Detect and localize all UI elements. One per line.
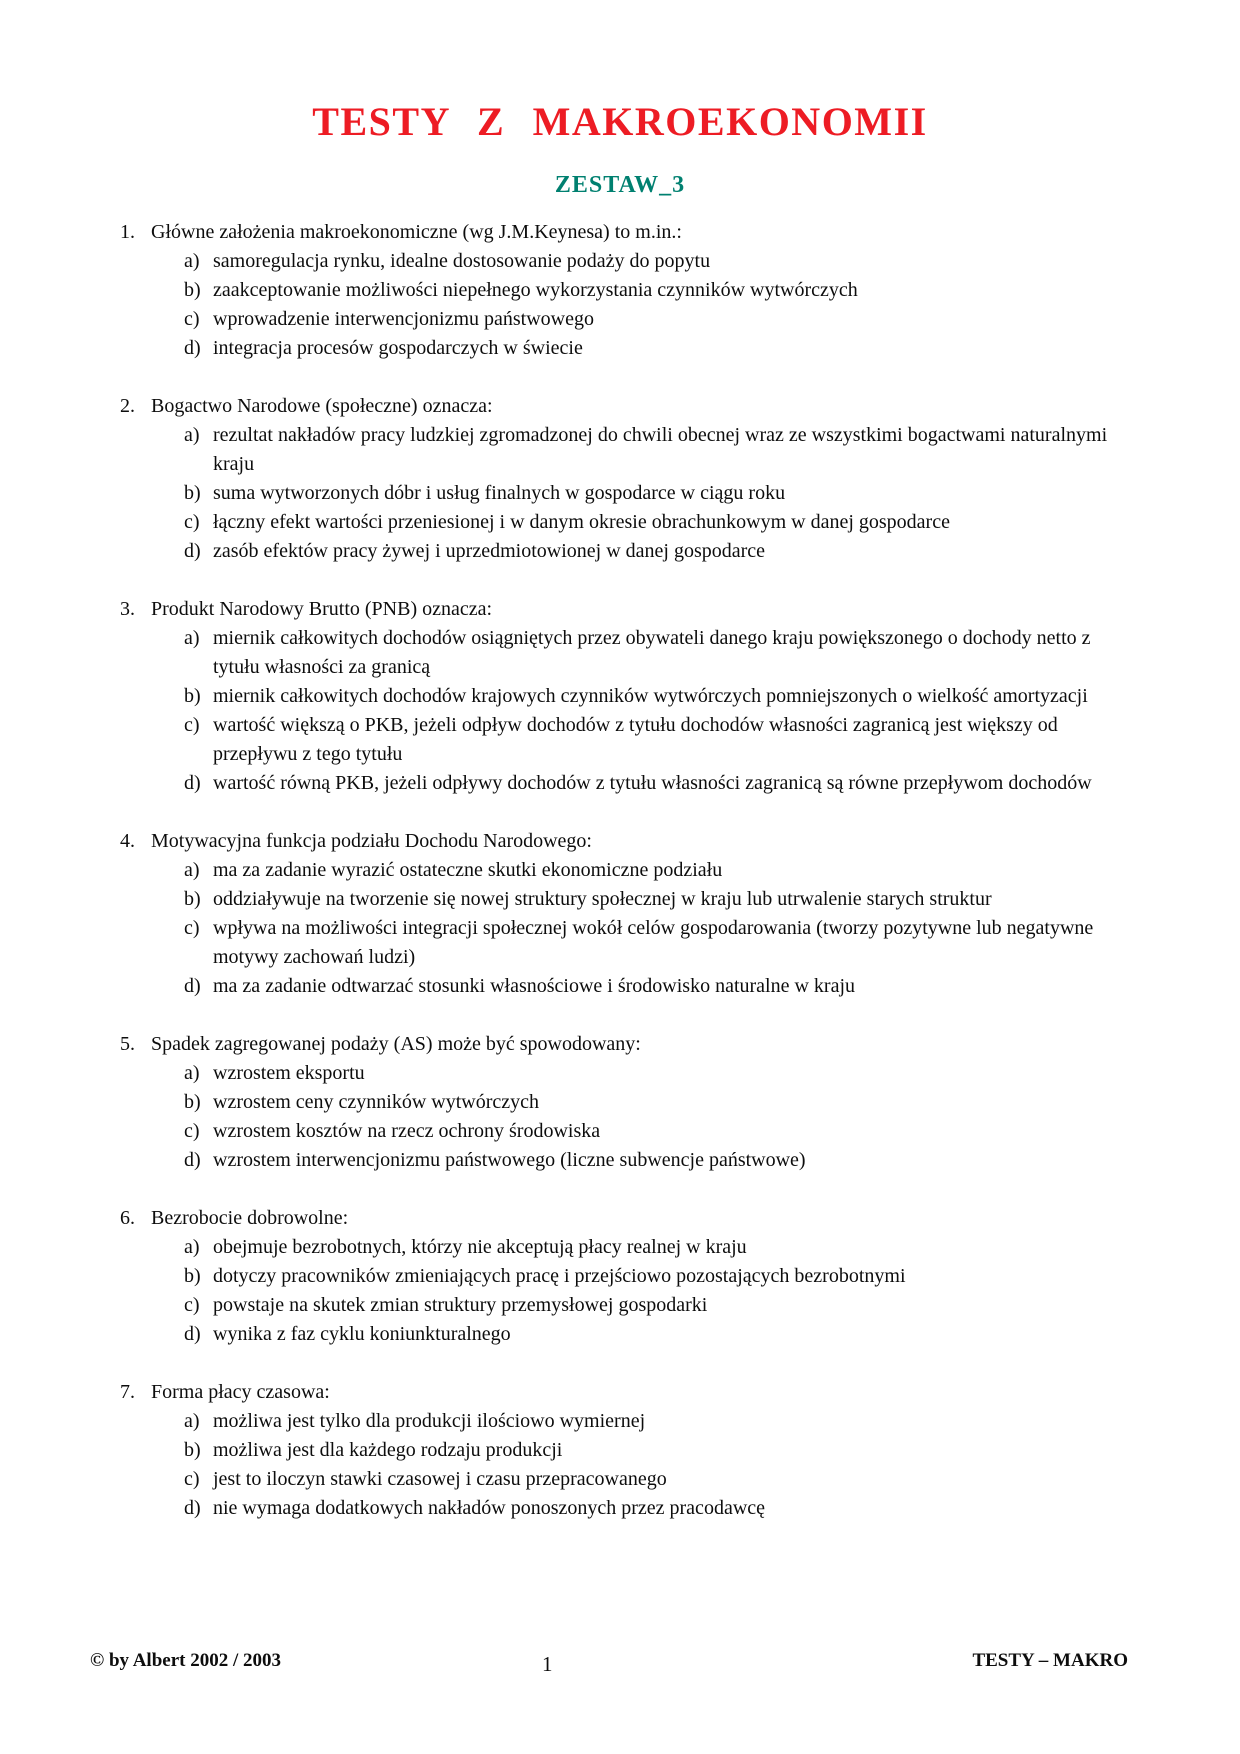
- option-text: oddziaływuje na tworzenie się nowej struktury społecznej w kraju lub utrwalenie starych struktur: [213, 888, 992, 910]
- footer-document-label: TESTY – MAKRO: [972, 1650, 1128, 1671]
- question-row: [120, 392, 1138, 421]
- question-text: Bogactwo Narodowe (społeczne) oznacza:: [151, 395, 493, 417]
- option-letter: d): [184, 1497, 201, 1519]
- answer-option: [184, 1494, 1138, 1523]
- option-text: integracja procesów gospodarczych w świecie: [213, 337, 583, 359]
- question: [120, 827, 1138, 1001]
- question-row: [120, 218, 1138, 247]
- page-footer: [90, 1650, 1128, 1680]
- option-text: wartość większą o PKB, jeżeli odpływ dochodów z tytułu dochodów własności zagranicą jest większy od przepływu z tego tytułu: [213, 714, 1058, 765]
- questions-list: [120, 218, 1138, 1552]
- answer-option: [184, 1088, 1138, 1117]
- option-text: miernik całkowitych dochodów osiągniętych przez obywateli danego kraju powiększonego o dochody netto z tytułu własności za granicą: [213, 627, 1091, 678]
- option-letter: c): [184, 308, 200, 330]
- option-letter: d): [184, 337, 201, 359]
- question-number: 4.: [120, 830, 135, 852]
- option-letter: c): [184, 1468, 200, 1490]
- footer-copyright: © by Albert 2002 / 2003: [90, 1650, 282, 1671]
- option-letter: c): [184, 714, 200, 736]
- answer-option: [184, 276, 1138, 305]
- option-letter: c): [184, 1294, 200, 1316]
- question-number: 3.: [120, 598, 135, 620]
- option-letter: b): [184, 279, 201, 301]
- option-letter: c): [184, 511, 200, 533]
- option-text: jest to iloczyn stawki czasowej i czasu przepracowanego: [213, 1468, 667, 1490]
- option-letter: b): [184, 685, 201, 707]
- option-letter: d): [184, 1323, 201, 1345]
- option-text: wynika z faz cyklu koniunkturalnego: [213, 1323, 511, 1345]
- answer-option: [184, 972, 1138, 1001]
- answer-option: [184, 1262, 1138, 1291]
- answer-option: [184, 334, 1138, 363]
- option-letter: b): [184, 482, 201, 504]
- question-text: Motywacyjna funkcja podziału Dochodu Narodowego:: [151, 830, 592, 852]
- option-letter: d): [184, 540, 201, 562]
- answer-option: [184, 421, 1138, 479]
- question: [120, 1030, 1138, 1175]
- option-text: zasób efektów pracy żywej i uprzedmiotowionej w danej gospodarce: [213, 540, 766, 562]
- answer-option: [184, 711, 1138, 769]
- option-letter: a): [184, 1236, 200, 1258]
- answer-option: [184, 1291, 1138, 1320]
- question-row: [120, 1204, 1138, 1233]
- question: [120, 1204, 1138, 1349]
- option-text: zaakceptowanie możliwości niepełnego wykorzystania czynników wytwórczych: [213, 279, 858, 301]
- question-text: Główne założenia makroekonomiczne (wg J.M.Keynesa) to m.in.:: [151, 221, 682, 243]
- option-letter: c): [184, 917, 200, 939]
- question-number: 1.: [120, 221, 135, 243]
- answer-option: [184, 1407, 1138, 1436]
- option-text: wzrostem ceny czynników wytwórczych: [213, 1091, 539, 1113]
- answer-option: [184, 305, 1138, 334]
- option-text: wzrostem interwencjonizmu państwowego (liczne subwencje państwowe): [213, 1149, 806, 1171]
- question-number: 5.: [120, 1033, 135, 1055]
- question-row: [120, 1378, 1138, 1407]
- answer-option: [184, 885, 1138, 914]
- option-text: samoregulacja rynku, idealne dostosowanie podaży do popytu: [213, 250, 711, 272]
- option-letter: b): [184, 1091, 201, 1113]
- option-text: dotyczy pracowników zmieniających pracę i przejściowo pozostających bezrobotnymi: [213, 1265, 906, 1287]
- option-text: wpływa na możliwości integracji społecznej wokół celów gospodarowania (tworzy pozytywne lub negatywne motywy zachowań ludzi): [213, 917, 1094, 968]
- question-text: Forma płacy czasowa:: [151, 1381, 330, 1403]
- option-text: obejmuje bezrobotnych, którzy nie akceptują płacy realnej w kraju: [213, 1236, 747, 1258]
- answer-option: [184, 1117, 1138, 1146]
- question-row: [120, 595, 1138, 624]
- option-letter: c): [184, 1120, 200, 1142]
- option-letter: a): [184, 627, 200, 649]
- option-text: wartość równą PKB, jeżeli odpływy dochodów z tytułu własności zagranicą są równe przepływom dochodów: [213, 772, 1092, 794]
- option-text: rezultat nakładów pracy ludzkiej zgromadzonej do chwili obecnej wraz ze wszystkimi bogactwami naturalnymi kraju: [213, 424, 1108, 475]
- option-text: suma wytworzonych dóbr i usług finalnych w gospodarce w ciągu roku: [213, 482, 786, 504]
- question-number: 6.: [120, 1207, 135, 1229]
- option-text: miernik całkowitych dochodów krajowych czynników wytwórczych pomniejszonych o wielkość amortyzacji: [213, 685, 1088, 707]
- question-number: 2.: [120, 395, 135, 417]
- option-text: nie wymaga dodatkowych nakładów ponoszonych przez pracodawcę: [213, 1497, 766, 1519]
- question-row: [120, 1030, 1138, 1059]
- page-subtitle: ZESTAW_3: [554, 172, 686, 198]
- question-number: 7.: [120, 1381, 135, 1403]
- question: [120, 218, 1138, 363]
- answer-option: [184, 508, 1138, 537]
- answer-option: [184, 1146, 1138, 1175]
- option-text: łączny efekt wartości przeniesionej i w danym okresie obrachunkowym w danej gospodarce: [213, 511, 950, 533]
- option-letter: a): [184, 250, 200, 272]
- question-text: Bezrobocie dobrowolne:: [151, 1207, 349, 1229]
- option-letter: b): [184, 1265, 201, 1287]
- answer-option: [184, 247, 1138, 276]
- question: [120, 1378, 1138, 1523]
- answer-option: [184, 1465, 1138, 1494]
- option-letter: a): [184, 1410, 200, 1432]
- option-letter: a): [184, 1062, 200, 1084]
- option-text: wprowadzenie interwencjonizmu państwowego: [213, 308, 594, 330]
- question-text: Produkt Narodowy Brutto (PNB) oznacza:: [151, 598, 493, 620]
- answer-option: [184, 769, 1138, 798]
- option-text: możliwa jest tylko dla produkcji ilościowo wymiernej: [213, 1410, 646, 1432]
- answer-option: [184, 856, 1138, 885]
- option-letter: d): [184, 1149, 201, 1171]
- answer-option: [184, 1436, 1138, 1465]
- option-letter: b): [184, 1439, 201, 1461]
- option-text: powstaje na skutek zmian struktury przemysłowej gospodarki: [213, 1294, 708, 1316]
- answer-option: [184, 914, 1138, 972]
- answer-option: [184, 537, 1138, 566]
- answer-option: [184, 624, 1138, 682]
- option-text: ma za zadanie wyrazić ostateczne skutki ekonomiczne podziału: [213, 859, 723, 881]
- option-text: wzrostem eksportu: [213, 1062, 365, 1084]
- option-text: ma za zadanie odtwarzać stosunki własnościowe i środowisko naturalne w kraju: [213, 975, 856, 997]
- question-row: [120, 827, 1138, 856]
- answer-option: [184, 682, 1138, 711]
- option-text: możliwa jest dla każdego rodzaju produkcji: [213, 1439, 563, 1461]
- option-letter: d): [184, 772, 201, 794]
- option-letter: d): [184, 975, 201, 997]
- option-text: wzrostem kosztów na rzecz ochrony środowiska: [213, 1120, 601, 1142]
- question: [120, 392, 1138, 566]
- question: [120, 595, 1138, 798]
- answer-option: [184, 479, 1138, 508]
- option-letter: a): [184, 859, 200, 881]
- page-title: TESTY Z MAKROEKONOMII: [312, 99, 928, 144]
- option-letter: b): [184, 888, 201, 910]
- option-letter: a): [184, 424, 200, 446]
- answer-option: [184, 1059, 1138, 1088]
- question-text: Spadek zagregowanej podaży (AS) może być spowodowany:: [151, 1033, 641, 1055]
- answer-option: [184, 1320, 1138, 1349]
- footer-page-number: 1: [542, 1652, 553, 1676]
- answer-option: [184, 1233, 1138, 1262]
